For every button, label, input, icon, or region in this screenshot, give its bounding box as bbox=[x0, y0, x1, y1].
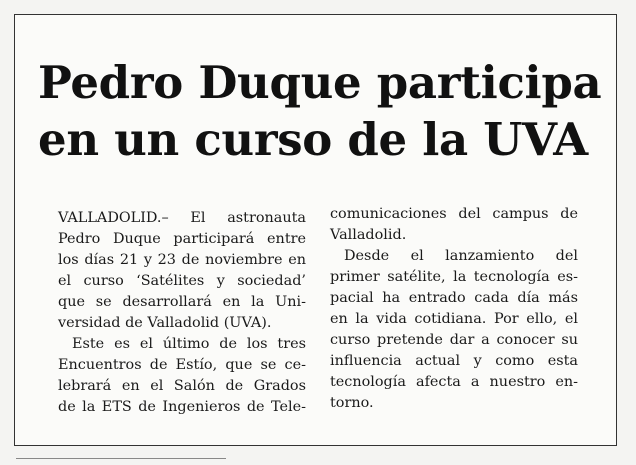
text-line: torno. bbox=[330, 395, 374, 411]
text-line: lebrará en el Salón de Grados bbox=[58, 378, 306, 394]
text-line: Valladolid. bbox=[330, 227, 407, 243]
headline-line-2: en un curso de la UVA bbox=[38, 113, 588, 166]
text-line: en la vida cotidiana. Por ello, el bbox=[330, 311, 578, 327]
text-line: VALLADOLID.– El astronauta bbox=[58, 210, 306, 226]
text-line: primer satélite, la tecnología es- bbox=[330, 269, 578, 285]
headline-line-1: Pedro Duque participa bbox=[38, 56, 602, 109]
text-line: comunicaciones del campus de bbox=[330, 206, 578, 222]
text-line: que se desarrollará en la Uni- bbox=[58, 294, 306, 310]
text-line: Este es el último de los tres bbox=[72, 336, 306, 352]
text-line: curso pretende dar a conocer su bbox=[330, 332, 578, 348]
text-line: el curso ‘Satélites y sociedad’ bbox=[58, 273, 306, 289]
text-line: Desde el lanzamiento del bbox=[344, 248, 578, 264]
scan-edge-line bbox=[16, 458, 226, 459]
text-line: de la ETS de Ingenieros de Tele- bbox=[58, 399, 306, 415]
article-column-right bbox=[330, 204, 578, 414]
text-line: Encuentros de Estío, que se ce- bbox=[58, 357, 306, 373]
text-line: los días 21 y 23 de noviembre en bbox=[58, 252, 306, 268]
text-line: tecnología afecta a nuestro en- bbox=[330, 374, 578, 390]
article-column-left bbox=[58, 208, 306, 418]
text-line: versidad de Valladolid (UVA). bbox=[58, 315, 272, 331]
text-line: pacial ha entrado cada día más bbox=[330, 290, 578, 306]
text-line: Pedro Duque participará entre bbox=[58, 231, 306, 247]
text-line: influencia actual y como esta bbox=[330, 353, 578, 369]
headline bbox=[38, 54, 602, 168]
